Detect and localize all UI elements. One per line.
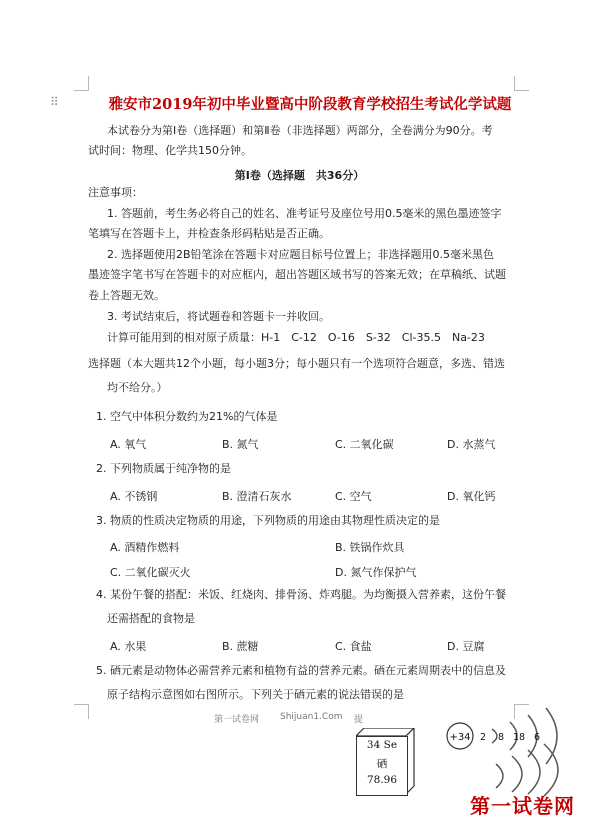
- question-option: A. 氧气: [110, 438, 147, 451]
- notice-line: 3. 考试结束后，将试题卷和答题卡一并收回。: [107, 310, 330, 323]
- footer-site: Shijuan1.Com: [280, 712, 343, 722]
- question-stem: 还需搭配的食物是: [107, 612, 195, 625]
- margin-mark-top-left: [74, 76, 89, 91]
- element-atomic-mass: 78.96: [366, 774, 398, 786]
- notice-line: 墨迹签字笔书写在答题卡的对应框内，超出答题区域书写的答案无效；在草稿纸、试题: [88, 268, 506, 281]
- periodic-element-card: [356, 728, 414, 796]
- question-option: A. 水果: [110, 640, 147, 653]
- margin-mark-bottom-left: [74, 704, 89, 719]
- question-option: D. 氮气作保护气: [335, 566, 417, 579]
- margin-mark-top-right: [514, 76, 529, 91]
- notice-heading: 注意事项：: [88, 186, 143, 199]
- notice-line: 卷上答题无效。: [88, 289, 165, 302]
- question-stem: 5. 硒元素是动物体必需营养元素和植物有益的营养元素。硒在元素周期表中的信息及: [96, 664, 506, 677]
- element-card-face: [356, 736, 408, 796]
- question-stem: 原子结构示意图如右图所示。下列关于硒元素的说法错误的是: [107, 688, 404, 701]
- question-option: C. 食盐: [335, 640, 372, 653]
- footer-tail: 提: [354, 715, 364, 725]
- atom-structure-diagram: [440, 706, 575, 796]
- shell-electrons: 2: [479, 732, 487, 743]
- section-heading: 第Ⅰ卷（选择题 共36分）: [234, 169, 365, 182]
- notice-line: 1. 答题前，考生务必将自己的姓名、准考证号及座位号用0.5毫米的黑色墨迹签字: [107, 207, 502, 220]
- question-stem: 3. 物质的性质决定物质的用途，下列物质的用途由其物理性质决定的是: [96, 514, 440, 527]
- element-name: 硒: [376, 758, 388, 770]
- notice-line: 2. 选择题使用2B铅笔涂在答题卡对应题目标号位置上；非选择题用0.5毫米黑色: [107, 248, 495, 261]
- question-stem: 1. 空气中体积分数约为21%的气体是: [96, 410, 278, 423]
- question-option: C. 空气: [335, 490, 372, 503]
- intro-line: 本试卷分为第Ⅰ卷（选择题）和第Ⅱ卷（非选择题）两部分，全卷满分为90分。考: [107, 124, 493, 137]
- drag-handle-icon[interactable]: ⠿: [50, 95, 58, 109]
- question-option: D. 水蒸气: [447, 438, 496, 451]
- element-symbol: Se: [383, 739, 398, 751]
- shell-electrons: 6: [533, 732, 541, 743]
- shell-electrons: 8: [497, 732, 505, 743]
- question-stem: 4. 某份午餐的搭配：米饭、红烧肉、排骨汤、炸鸡腿。为均衡摄入营养素，这份午餐: [96, 588, 506, 601]
- question-option: D. 氧化钙: [447, 490, 496, 503]
- site-watermark: 第一试卷网: [470, 794, 575, 818]
- footer-source: 第一试卷网: [214, 715, 260, 725]
- choice-intro-line: 选择题（本大题共12个小题，每小题3分；每小题只有一个选项符合题意，多选、错选: [88, 357, 505, 370]
- notice-line: 笔填写在答题卡上，并检查条形码粘贴是否正确。: [88, 227, 330, 240]
- intro-line: 试时间：物理、化学共150分钟。: [88, 144, 252, 157]
- question-option: C. 二氧化碳灭火: [110, 566, 191, 579]
- element-number-symbol: [357, 739, 407, 751]
- question-option: B. 氮气: [222, 438, 259, 451]
- question-option: C. 二氧化碳: [335, 438, 394, 451]
- question-option: A. 不锈钢: [110, 490, 158, 503]
- atomic-mass-line: 计算可能用到的相对原子质量：H-1 C-12 O-16 S-32 Cl-35.5 Na-23: [107, 331, 485, 344]
- question-option: A. 酒精作燃料: [110, 541, 180, 554]
- choice-intro-line: 均不给分。）: [107, 381, 168, 394]
- element-atomic-number: 34: [366, 739, 381, 751]
- question-stem: 2. 下列物质属于纯净物的是: [96, 462, 231, 475]
- question-option: B. 澄清石灰水: [222, 490, 292, 503]
- question-option: B. 铁锅作炊具: [335, 541, 405, 554]
- question-option: B. 蔗糖: [222, 640, 259, 653]
- question-option: D. 豆腐: [447, 640, 485, 653]
- document-title: 雅安市2019年初中毕业暨高中阶段教育学校招生考试化学试题: [108, 96, 512, 113]
- shell-electrons: 18: [512, 732, 526, 743]
- nucleus-charge: +34: [449, 732, 471, 743]
